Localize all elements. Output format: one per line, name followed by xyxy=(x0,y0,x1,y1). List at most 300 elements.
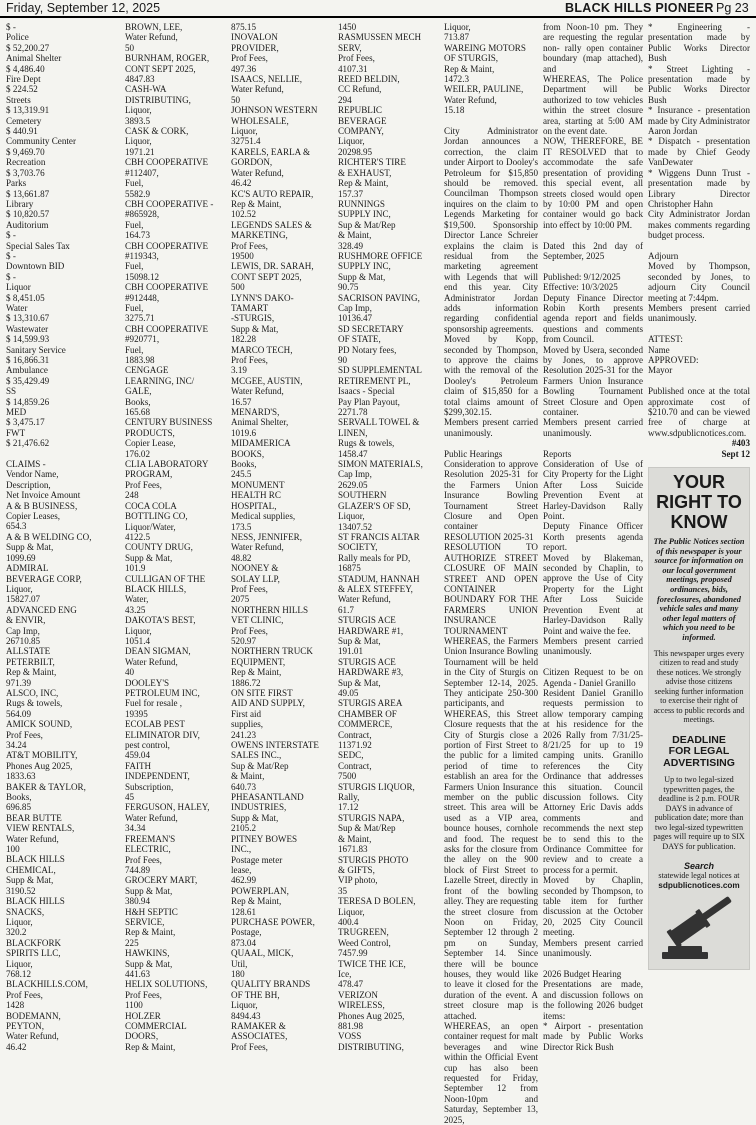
notice-line: Name xyxy=(648,344,670,355)
spacer xyxy=(444,438,538,448)
notice-line: #112407, xyxy=(125,167,159,178)
notice-line: ADMIRAL xyxy=(6,563,49,574)
notice-line: DISTRIBUTING, xyxy=(338,1041,404,1052)
notice-paragraph: * Engineering - presentation made by Public Works Director Bush xyxy=(648,22,750,64)
notice-line: SOLAY LLP, xyxy=(231,573,280,584)
notice-line: PETERBILT, xyxy=(6,656,55,667)
notice-line: 16.57 xyxy=(231,396,252,407)
notice-line: Recreation xyxy=(6,157,46,168)
notice-line: Rep & Maint, xyxy=(125,1041,176,1052)
notice-line: Rugs & towels, xyxy=(6,698,63,709)
notice-line: Water Refund, xyxy=(444,94,497,105)
notice-paragraph: * Airport - presentation made by Public Works Director Rick Bush xyxy=(543,1020,643,1052)
notice-line: A & B WELDING CO, xyxy=(6,531,92,542)
notice-line: RAMAKER & xyxy=(231,1021,286,1031)
notice-line: SOCIETY, xyxy=(338,542,378,553)
page-number: Pg 23 xyxy=(716,1,749,15)
notice-line: 164.73 xyxy=(125,230,151,241)
notice-paragraph: Published once at the total approximate cost of $210.70 and can be viewed free of charge at www.sdpublicnotices.com. xyxy=(648,386,750,438)
notice-line: ST FRANCIS ALTAR xyxy=(338,531,420,542)
notice-line: PETROLEUM INC, xyxy=(125,688,200,698)
notice-line: 13407.52 xyxy=(338,521,373,532)
notice-line: $ 13,661.87 xyxy=(6,188,50,199)
notice-line: CONT SEPT 2025, xyxy=(125,63,196,74)
notice-line: Water Refund, xyxy=(6,1031,59,1042)
notice-line: CLIA LABORATORY xyxy=(125,459,209,470)
notice-line: REED BELDIN, xyxy=(338,74,400,85)
spacer xyxy=(648,324,750,334)
notice-line: PROVIDER, xyxy=(231,42,279,53)
notice-line: CHEMICAL, xyxy=(6,864,56,875)
notice-line: LEWIS, DR. SARAH, xyxy=(231,261,314,272)
notice-line: STADUM, HANNAH xyxy=(338,573,420,584)
notice-line: COCA COLA xyxy=(125,500,177,511)
notice-line: JOHNSON WESTERN xyxy=(231,105,318,116)
notice-paragraph: Moved by Blakeman, seconded by Chaplin, to approve the Use of City Property for the Light After Loss Suicide Prevention Event at Harley-Davidson Rally Point and waive the fee. xyxy=(543,552,643,636)
notice-line: SD SECRETARY xyxy=(338,323,404,334)
notice-line: RUNNINGS xyxy=(338,198,385,209)
notice-line: Prof Fees, xyxy=(231,583,268,594)
notice-line: Rep & Maint, xyxy=(125,927,176,938)
notice-line: Liquor, xyxy=(6,958,33,969)
notice-line: DOOLEY'S xyxy=(125,677,170,688)
notice-line: LYNN'S DAKO- xyxy=(231,292,294,303)
notice-line: Fuel, xyxy=(125,178,144,189)
notice-paragraph: Moved by Chaplin, seconded by Thompson, to table item for further discussion at the October 20, 2025 City Council meeting. xyxy=(543,875,643,938)
notice-line: REPUBLIC xyxy=(338,105,382,116)
notice-line: Library xyxy=(6,198,34,209)
notice-line: WIRELESS, xyxy=(338,1000,385,1011)
notice-line: Isaacs - Special xyxy=(338,386,395,397)
notice-line: NESS, JENNIFER, xyxy=(231,531,302,542)
notice-line: & EXHAUST, xyxy=(338,167,392,178)
notice-line: 971.39 xyxy=(6,677,32,688)
notice-line: 1450 xyxy=(338,22,357,32)
notice-line: Contract, xyxy=(338,760,372,771)
notice-line: 2271.78 xyxy=(338,407,368,418)
notice-line: CBH COOPERATIVE - xyxy=(125,198,214,209)
notice-line: Public Hearings xyxy=(444,448,503,459)
notice-line: SERVICE, xyxy=(125,916,165,927)
notice-line: $ 440.91 xyxy=(6,126,38,137)
notice-line: EQUIPMENT, xyxy=(231,656,286,667)
notice-line: $ 21,476.62 xyxy=(6,438,50,449)
notice-line: Prof Fees, xyxy=(125,854,162,865)
notice-line: SUPPLY INC, xyxy=(338,209,391,220)
notice-line: H&H SEPTIC xyxy=(125,906,178,917)
notice-line: VET CLINIC, xyxy=(231,615,284,626)
notice-paragraph: RESOLUTION TO AUTHORIZE STREET CLOSURE OF MAIN STREET AND OPEN CONTAINER BOUNDARY FOR THE FARMERS UNION INSURANCE TOURNAMENT xyxy=(444,542,538,636)
notice-line: 100 xyxy=(6,844,20,855)
notice-line: Books, xyxy=(231,459,257,470)
notice-line: 11371.92 xyxy=(338,740,372,751)
notice-line: RASMUSSEN MECH xyxy=(338,32,422,43)
promo-headline: YOUR RIGHT TO KNOW xyxy=(656,472,742,532)
notice-line: $ 3,703.76 xyxy=(6,167,45,178)
notice-paragraph: Members present carried unanimously. xyxy=(444,417,538,438)
notice-line: Prof Fees, xyxy=(231,53,268,64)
notice-line: Sup & Mat, xyxy=(338,635,381,646)
notice-line: Medical supplies, xyxy=(231,511,296,522)
notice-line: 3190.52 xyxy=(6,885,36,896)
notice-line: & Maint, xyxy=(231,771,265,782)
notice-paragraph: * Insurance - presentation made by City Administrator Aaron Jordan xyxy=(648,105,750,137)
notice-line: TWICE THE ICE, xyxy=(338,958,406,969)
notice-line: Cap Imp, xyxy=(338,302,372,313)
notice-line: VOSS xyxy=(338,1031,362,1042)
notice-line: ADVANCED ENG xyxy=(6,604,77,615)
notice-line: $ 52,200.27 xyxy=(6,42,50,53)
notice-line: 241.23 xyxy=(231,729,257,740)
notice-line: 248 xyxy=(125,490,139,501)
notice-line: ASSOCIATES, xyxy=(231,1031,288,1042)
notice-line: 873.04 xyxy=(231,937,257,948)
notice-line: COUNTY DRUG, xyxy=(125,542,193,553)
notice-line: RESOLUTION 2025-31 xyxy=(444,531,534,542)
notice-paragraph: Consideration of Use of City Property for the Light After Loss Suicide Prevention Event at Harley-Davidson Rally Point. xyxy=(543,459,643,522)
notice-line: 157.37 xyxy=(338,188,364,199)
notice-line: Supp & Mat, xyxy=(338,271,386,282)
notice-line: 1100 xyxy=(125,1000,143,1011)
notice-line: 462.99 xyxy=(231,875,257,886)
notice-line: PEYTON, xyxy=(6,1020,44,1031)
notice-line: Rally, xyxy=(338,792,360,803)
notice-line: NORTHERN HILLS xyxy=(231,604,308,615)
notice-paragraph: Deputy Finance Director Robin Korth presents agenda report and fields questions and comments from Council. xyxy=(543,292,643,345)
notice-line: ALLSTATE xyxy=(6,646,51,657)
notice-line: ELECTRIC, xyxy=(125,844,171,855)
notice-line: 102.52 xyxy=(231,209,257,220)
notice-line: 654.3 xyxy=(6,521,27,532)
notice-line: Fuel, xyxy=(125,344,144,355)
notice-line: Sanitary Service xyxy=(6,344,66,355)
notice-line: 1472.3 xyxy=(444,74,470,85)
notice-line: Water Refund, xyxy=(231,167,284,178)
notice-line: HARDWARE #3, xyxy=(338,667,404,678)
notices-url[interactable]: sdpublicnotices.com xyxy=(658,880,740,890)
notice-line: 173.5 xyxy=(231,521,252,532)
notice-line: SPIRITS LLC, xyxy=(6,948,61,959)
spacer xyxy=(543,959,643,969)
notice-line: -STURGIS, xyxy=(231,313,275,324)
notice-paragraph: NOW, THEREFORE, BE IT RESOLVED that to accommodate the safe presentation of providing this special event, all streets closed would open by 10:00 PM and open container would go back into effect by 10:00 PM. xyxy=(543,136,643,230)
notice-paragraph: Moved by Usera, seconded by Jones, to approve Resolution 2025-31 for the Farmers Union Insurance Bowling Tournament Street Closure and Open container. xyxy=(543,344,643,417)
notice-line: Books, xyxy=(6,792,32,803)
notice-line: INDUSTRIES, xyxy=(231,802,287,813)
notice-paragraph: Consideration to approve Resolution 2025-31 for the Farmers Union Insurance Bowling Tournament Street Closure and Open container xyxy=(444,459,538,532)
notice-line: OF STATE, xyxy=(338,334,381,345)
notice-line: Contract, xyxy=(338,729,372,740)
notice-line: ISAACS, NELLIE, xyxy=(231,74,302,85)
notice-line: 478.47 xyxy=(338,979,364,990)
urge-text: This newspaper urges every citizen to read and study these notices. We strongly advise those citizens seeking further information to exercise their right of access to public records and meetings. xyxy=(653,648,745,725)
notice-line: BEVERAGE CORP, xyxy=(6,573,82,584)
notice-line: TAMART xyxy=(231,302,269,313)
issue-date: Friday, September 12, 2025 xyxy=(6,1,161,15)
notice-line: 15.18 xyxy=(444,105,465,116)
notice-line: #403 xyxy=(731,438,750,449)
notice-paragraph: * Wiggens Dunn Trust - presentation made by Library Director Christopher Hahn xyxy=(648,167,750,209)
notice-line: PRODUCTS, xyxy=(125,427,175,438)
notice-line: Description, xyxy=(6,479,51,490)
notice-line: Adjourn xyxy=(648,250,679,261)
notice-line: 180 xyxy=(231,968,245,979)
notice-line: Prof Fees, xyxy=(231,240,268,251)
notice-line: PD Notary fees, xyxy=(338,344,397,355)
notice-line: Community Center xyxy=(6,136,76,147)
notice-line: Prof Fees, xyxy=(231,625,268,636)
notice-line: 1458.47 xyxy=(338,448,368,459)
notice-line: Prof Fees, xyxy=(6,729,43,740)
notice-line: TERESA D BOLEN, xyxy=(338,896,416,907)
notice-line: GLAZER'S OF SD, xyxy=(338,500,411,511)
notice-line: Weed Control, xyxy=(338,937,391,948)
notice-line: Rep & Maint, xyxy=(6,667,57,678)
notice-line: 245.5 xyxy=(231,469,252,480)
notice-paragraph: City Administrator Jordan announces a correction, the claim under Airport to Dooley's Petroleum for $15,850 should be removed. Councilman Thompson inquires on the claim to Legends Marketing for $19,500. Sponsorship Director Lance Schreier explains the claim is residual from the marketing agreement with Legends that will end this year. City Administrator Jordan adds information regarding confidential sponsorship agreements. xyxy=(444,126,538,334)
notice-line: NORTHERN TRUCK xyxy=(231,646,313,657)
notice-line: 191.01 xyxy=(338,646,364,657)
notice-line: Streets xyxy=(6,94,31,105)
notice-line: OF THE BH, xyxy=(231,989,280,1000)
notice-line: Phones Aug 2025, xyxy=(338,1010,405,1021)
notice-line: SEDC, xyxy=(338,750,364,761)
notice-line: Subscription, xyxy=(125,781,174,792)
notice-line: 128.61 xyxy=(231,906,257,917)
notice-line: 176.02 xyxy=(125,448,151,459)
right-to-know-box xyxy=(648,467,750,970)
notice-line: SS xyxy=(6,386,17,397)
notice-line: 1428 xyxy=(6,1000,25,1011)
notice-line: SOUTHERN xyxy=(338,490,387,501)
spacer xyxy=(543,438,643,448)
notice-line: FERGUSON, HALEY, xyxy=(125,802,210,813)
notice-line: CULLIGAN OF THE xyxy=(125,573,206,584)
notice-line: BLACK HILLS xyxy=(6,854,65,865)
notice-line: SERV, xyxy=(338,42,362,53)
newspaper-name: BLACK HILLS PIONEER xyxy=(565,1,714,15)
deadline-text: Up to two legal-sized typewritten pages, the deadline is 2 p.m. FOUR DAYS in advance of publication date; more than two legal-sized typewritten pages will require up to SIX DAYS for publication. xyxy=(653,775,745,851)
notice-line: Wastewater xyxy=(6,323,49,334)
notice-line: $ 35,429.49 xyxy=(6,375,50,386)
notice-line: RUSHMORE OFFICE xyxy=(338,250,423,261)
notice-line: WEILER, PAULINE, xyxy=(444,84,524,95)
notice-line: Copier Leases, xyxy=(6,511,61,522)
notice-line: $ 14,859.26 xyxy=(6,396,50,407)
notice-line: 49.05 xyxy=(338,688,359,698)
notice-paragraph: Moved by Thompson, seconded by Jones, to adjourn City Council meeting at 7:44pm. xyxy=(648,261,750,303)
notice-line: ATTEST: xyxy=(648,334,683,345)
notice-line: 875.15 xyxy=(231,22,257,32)
notice-line: CLAIMS - xyxy=(6,459,46,470)
notice-line: Rep & Maint, xyxy=(444,63,495,74)
notice-line: 1671.83 xyxy=(338,844,368,855)
notice-line: BLACK HILLS, xyxy=(125,583,187,594)
notice-line: $ - xyxy=(6,250,16,261)
notice-line: BODEMANN, xyxy=(6,1010,61,1021)
notice-line: ALSCO, INC, xyxy=(6,687,59,698)
notice-line: Sept 12 xyxy=(721,448,750,459)
notice-line: Postage, xyxy=(231,927,262,938)
spacer xyxy=(444,116,538,126)
notice-line: 35 xyxy=(338,885,348,896)
notice-line: SACRISON PAVING, xyxy=(338,292,420,303)
notice-line: Liquor, xyxy=(231,126,258,137)
notice-line: CASK & CORK, xyxy=(125,126,189,137)
notice-line: 17.12 xyxy=(338,802,359,813)
notice-line: Prof Fees, xyxy=(125,479,162,490)
notice-line: OWENS INTERSTATE xyxy=(231,740,319,751)
notice-line: Effective: 10/3/2025 xyxy=(543,282,618,293)
notice-line: 165.68 xyxy=(125,407,151,418)
notice-line: $ 13,319.91 xyxy=(6,105,50,116)
notice-line: $ 8,451.05 xyxy=(6,292,45,303)
notice-line: MCGEE, AUSTIN, xyxy=(231,375,303,386)
notice-line: Rep & Maint, xyxy=(338,178,389,189)
notice-line: & ENVIR, xyxy=(6,615,46,626)
notice-line: 2105.2 xyxy=(231,823,257,834)
notice-line: supplies, xyxy=(231,719,264,730)
notice-line: Cap Imp, xyxy=(338,469,372,480)
notice-line: Fire Dept xyxy=(6,74,41,85)
notice-line: 3275.71 xyxy=(125,313,155,324)
notice-line: SERVALL TOWEL & xyxy=(338,417,420,428)
notice-line: 48.82 xyxy=(231,552,252,563)
notice-line: 61.7 xyxy=(338,604,354,615)
notice-paragraph: Citizen Request to be on Agenda - Daniel Granillo xyxy=(543,667,643,688)
notice-line: Water Refund, xyxy=(125,656,178,667)
notice-line: 4107.31 xyxy=(338,63,368,74)
notice-line: BROWN, LEE, xyxy=(125,22,183,32)
notice-line: $ 10,820.57 xyxy=(6,209,50,220)
notice-line: Ambulance xyxy=(6,365,48,376)
notice-line: 26710.85 xyxy=(6,635,41,646)
notice-line: Copier Lease, xyxy=(125,438,176,449)
notice-line: Supp & Mat, xyxy=(125,958,173,969)
notice-line: & Maint, xyxy=(338,230,372,241)
notice-line: BEVERAGE xyxy=(338,115,387,126)
notice-paragraph: Members present carried unanimously. xyxy=(648,302,750,324)
notice-line: INC., xyxy=(231,844,252,855)
notice-line: #119343, xyxy=(125,250,159,261)
notice-paragraph: Members present carried unanimously. xyxy=(543,937,643,959)
notice-line: BLACK HILLS xyxy=(6,896,65,907)
notice-line: 45 xyxy=(125,792,135,803)
notice-line: 1099.69 xyxy=(6,552,36,563)
notice-line: Rep & Maint, xyxy=(231,667,282,678)
notice-line: RICHTER'S TIRE xyxy=(338,157,406,168)
notice-line: 182.28 xyxy=(231,334,257,345)
notice-line: STURGIS PHOTO xyxy=(338,854,409,865)
notice-line: Fuel, xyxy=(125,261,144,272)
notice-line: 4847.83 xyxy=(125,74,155,85)
notice-line: GORDON, xyxy=(231,157,273,168)
notice-line: First aid xyxy=(231,708,262,719)
notice-line: Water Refund, xyxy=(125,32,178,43)
notice-paragraph: Presentations are made, and discussion follows on the following 2026 budget items: xyxy=(543,979,643,1021)
notice-line: GROCERY MART, xyxy=(125,875,198,886)
notice-line: pest control, xyxy=(125,740,170,751)
notice-line: 881.98 xyxy=(338,1021,364,1031)
notice-line: Sup & Mat/Rep xyxy=(338,219,396,230)
notice-line: lease, xyxy=(231,864,252,875)
notice-line: 20298.95 xyxy=(338,146,373,157)
notice-line: MARKETING, xyxy=(231,230,288,241)
notice-line: STURGIS ACE xyxy=(338,615,396,626)
notice-line: $ 224.52 xyxy=(6,84,38,95)
notice-line: Liquor, xyxy=(6,916,33,927)
notice-line: #912448, xyxy=(125,292,160,303)
notice-line: 1019.6 xyxy=(231,427,257,438)
notice-line: ECOLAB PEST xyxy=(125,719,185,730)
notice-line: 19395 xyxy=(125,708,148,719)
notice-line: & Maint, xyxy=(338,833,372,844)
notice-line: 40 xyxy=(125,667,135,678)
notice-line: $ 9,469.70 xyxy=(6,146,45,157)
notice-line: 1971.21 xyxy=(125,146,155,157)
notice-line: $ 4,486.40 xyxy=(6,63,45,74)
notice-line: DEAN SIGMAN, xyxy=(125,646,191,657)
notice-line: 46.42 xyxy=(231,178,252,189)
notice-line: 1883.98 xyxy=(125,355,155,365)
notice-line: Rally meals for PD, xyxy=(338,552,411,563)
notice-line: Vendor Name, xyxy=(6,469,59,480)
notice-line: Liquor, xyxy=(125,136,152,147)
notice-line: 2629.05 xyxy=(338,479,368,490)
notice-line: Supp & Mat, xyxy=(125,885,173,896)
notice-line: 3893.5 xyxy=(125,115,151,126)
notice-paragraph: WHEREAS, the Farmers Union Insurance Bowling Tournament will be held in the City of Sturgis on September 12-14, 2025. They anticipate 250-300 participants, and xyxy=(444,635,538,709)
notice-line: Supp & Mat, xyxy=(6,542,54,553)
notice-line: SNACKS, xyxy=(6,906,45,917)
notice-line: 294 xyxy=(338,94,352,105)
notice-line: LEARNING, INC/ xyxy=(125,375,195,386)
notice-line: Animal Shelter, xyxy=(231,417,289,428)
notice-paragraph: * Dispatch - presentation made by Chief Geody VanDewater xyxy=(648,136,750,168)
notice-line: MARCO TECH, xyxy=(231,344,293,355)
notice-line: QUALITY BRANDS xyxy=(231,979,311,990)
notice-line: Rep & Maint, xyxy=(231,198,282,209)
notice-line: HOLZER xyxy=(125,1010,161,1021)
notice-line: A & B BUSINESS, xyxy=(6,500,78,511)
notice-line: 328.49 xyxy=(338,240,364,251)
notice-line: 3.19 xyxy=(231,365,247,376)
notice-line: 2026 Budget Hearing xyxy=(543,968,622,979)
notice-line: BAKER & TAYLOR, xyxy=(6,781,86,792)
notice-line: 744.89 xyxy=(125,864,151,875)
notice-line: WAREING MOTORS xyxy=(444,42,526,53)
notice-line: Water Refund, xyxy=(231,542,284,553)
notice-line: 4122.5 xyxy=(125,531,151,542)
notice-line: SALES INC., xyxy=(231,750,282,761)
column-5 xyxy=(444,22,538,1125)
notice-line: Liquor/Water, xyxy=(125,521,176,532)
notice-line: 32751.4 xyxy=(231,136,261,147)
spacer xyxy=(648,241,750,251)
column-2 xyxy=(125,22,225,1052)
notice-line: 500 xyxy=(231,282,245,293)
notice-line: $ 16,866.31 xyxy=(6,355,50,365)
notice-line: BLACKFORK xyxy=(6,937,62,948)
notice-line: 564.09 xyxy=(6,708,32,719)
notice-line: Water xyxy=(6,302,28,313)
notice-line: 43.25 xyxy=(125,604,146,615)
notice-line: Sup & Mat/Rep xyxy=(338,823,396,834)
notice-line: CBH COOPERATIVE xyxy=(125,323,209,334)
notice-line: 696.85 xyxy=(6,802,32,813)
notice-line: VIP photo, xyxy=(338,875,378,886)
notice-line: CASH-WA xyxy=(125,84,167,95)
